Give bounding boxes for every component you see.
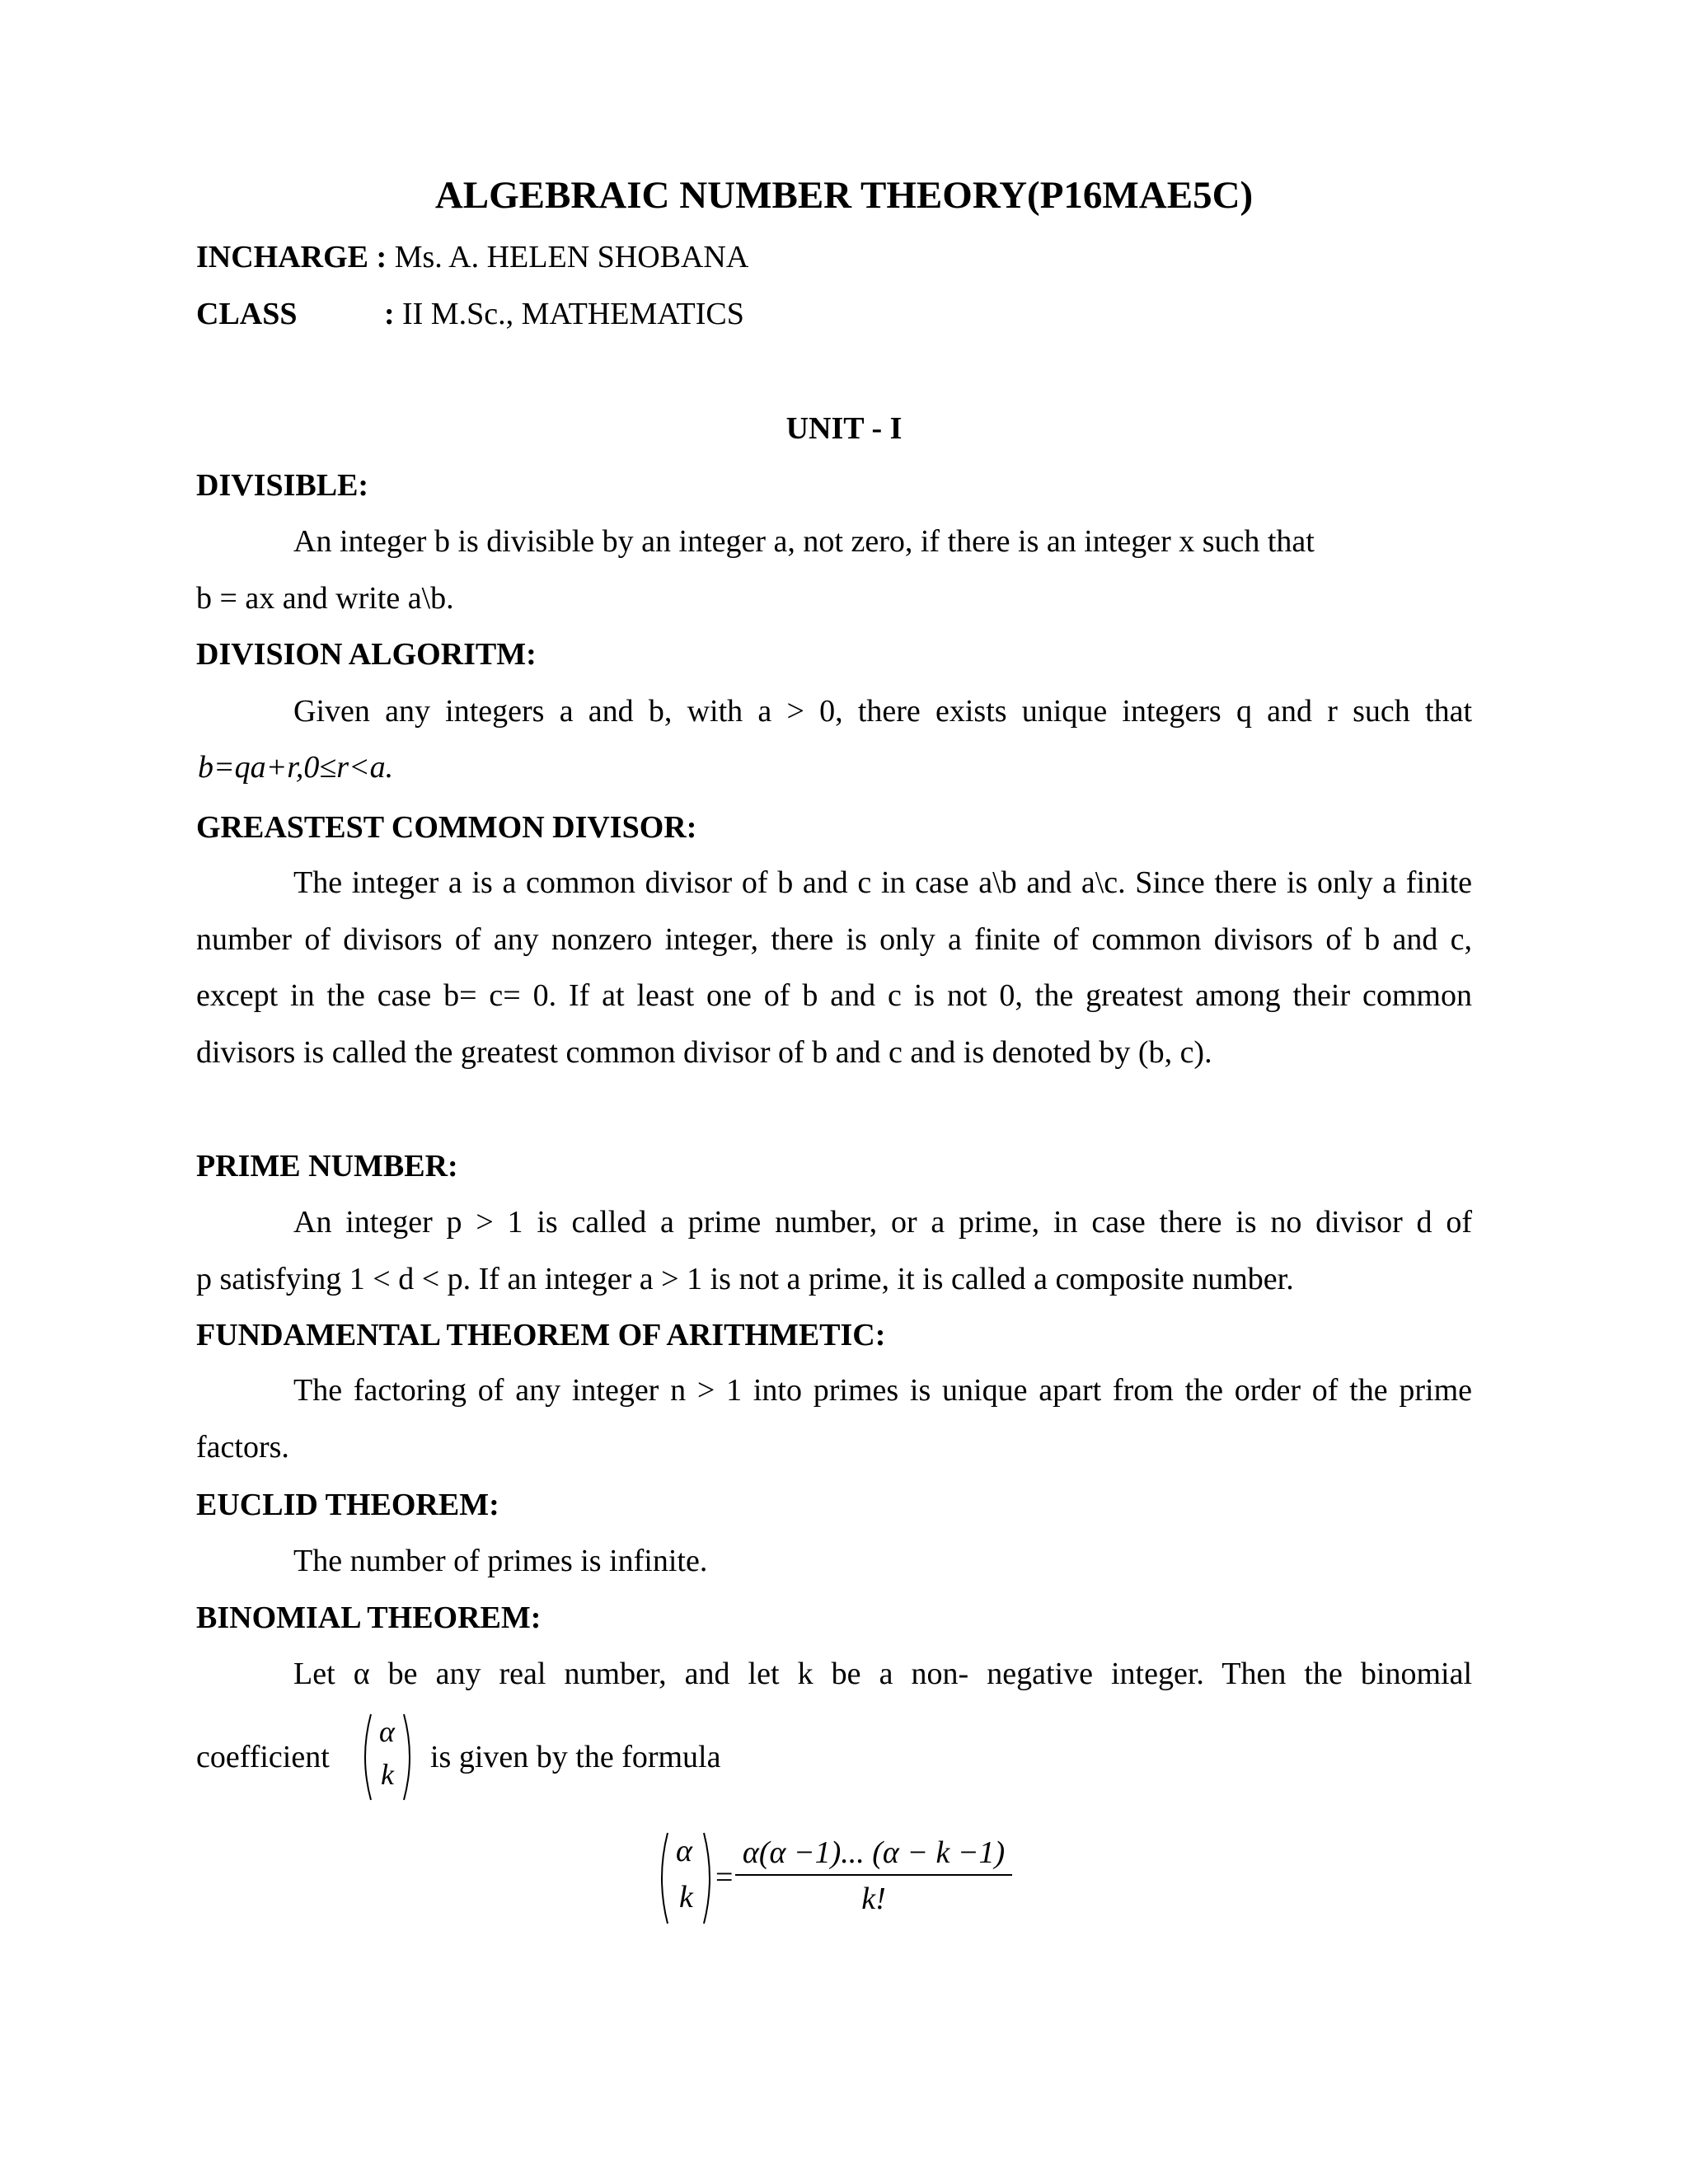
- binomial-coefficient-after: is given by the formula: [430, 1740, 721, 1774]
- prime-line-1: An integer p > 1 is called a prime number, or a prime, in case there is no divisor d of: [293, 1205, 1472, 1240]
- section-heading-binomial-theorem: BINOMIAL THEOREM:: [196, 1601, 542, 1635]
- incharge-value: Ms. A. HELEN SHOBANA: [394, 240, 749, 274]
- binomial-line-1: Let α be any real number, and let k be a non- negative integer. Then the binomial: [293, 1657, 1472, 1691]
- incharge-line: [196, 239, 748, 275]
- unit-heading: UNIT - I: [785, 411, 903, 446]
- binom-top-alpha: α: [379, 1715, 395, 1748]
- formula-equals: =: [715, 1860, 734, 1895]
- class-value: II M.Sc., MATHEMATICS: [402, 297, 744, 331]
- formula-denominator: k!: [861, 1882, 886, 1916]
- class-line: [196, 296, 744, 332]
- fundamental-paragraph: The factoring of any integer n > 1 into primes is unique apart from the order of the prime factors.: [196, 1373, 1472, 1465]
- incharge-label: INCHARGE :: [196, 240, 387, 274]
- section-heading-gcd: GREASTEST COMMON DIVISOR:: [196, 810, 697, 845]
- prime-line-2: p satisfying 1 < d < p. If an integer a > 1 is not a prime, it is called a composite number.: [196, 1262, 1294, 1296]
- division-line-1: Given any integers a and b, with a > 0, there exists unique integers q and r such that: [293, 694, 1472, 729]
- binom-bottom-k: k: [381, 1758, 394, 1791]
- gcd-paragraph: The integer a is a common divisor of b and c in case a\b and a\c. Since there is only a finite number of divisors of any nonzero integer, there is only a finite of common divisors of b and c, except in the case b= c= 0. If at least one of b and c is not 0, the greatest among their common divisors is called the greatest common divisor of b and c and is denoted by (b, c).: [196, 865, 1472, 1071]
- binomial-formula-lhs: [656, 1830, 715, 1927]
- class-label: CLASS: [196, 297, 298, 331]
- section-heading-fundamental-theorem: FUNDAMENTAL THEOREM OF ARITHMETIC:: [196, 1318, 886, 1352]
- divisible-line-1: An integer b is divisible by an integer a, not zero, if there is an integer x such that: [293, 524, 1315, 559]
- binomial-coefficient-symbol: [359, 1711, 415, 1803]
- formula-numerator: α(α −1)... (α − k −1): [735, 1835, 1012, 1876]
- euclid-text: The number of primes is infinite.: [293, 1544, 708, 1578]
- section-heading-divisible: DIVISIBLE:: [196, 468, 369, 503]
- lhs-bottom-k: k: [679, 1880, 693, 1915]
- lhs-top-alpha: α: [676, 1834, 692, 1868]
- section-heading-euclid-theorem: EUCLID THEOREM:: [196, 1488, 499, 1522]
- document-title: ALGEBRAIC NUMBER THEORY(P16MAE5C): [434, 174, 1254, 217]
- class-separator: :: [384, 297, 395, 331]
- formula-fraction: [735, 1835, 1012, 1917]
- binomial-coefficient-word: coefficient: [196, 1740, 330, 1774]
- divisible-line-2: b = ax and write a\b.: [196, 581, 454, 616]
- division-formula: b=qa+r,0≤r<a.: [198, 750, 394, 785]
- section-heading-prime-number: PRIME NUMBER:: [196, 1149, 458, 1183]
- section-heading-division-algorithm: DIVISION ALGORITM:: [196, 637, 537, 672]
